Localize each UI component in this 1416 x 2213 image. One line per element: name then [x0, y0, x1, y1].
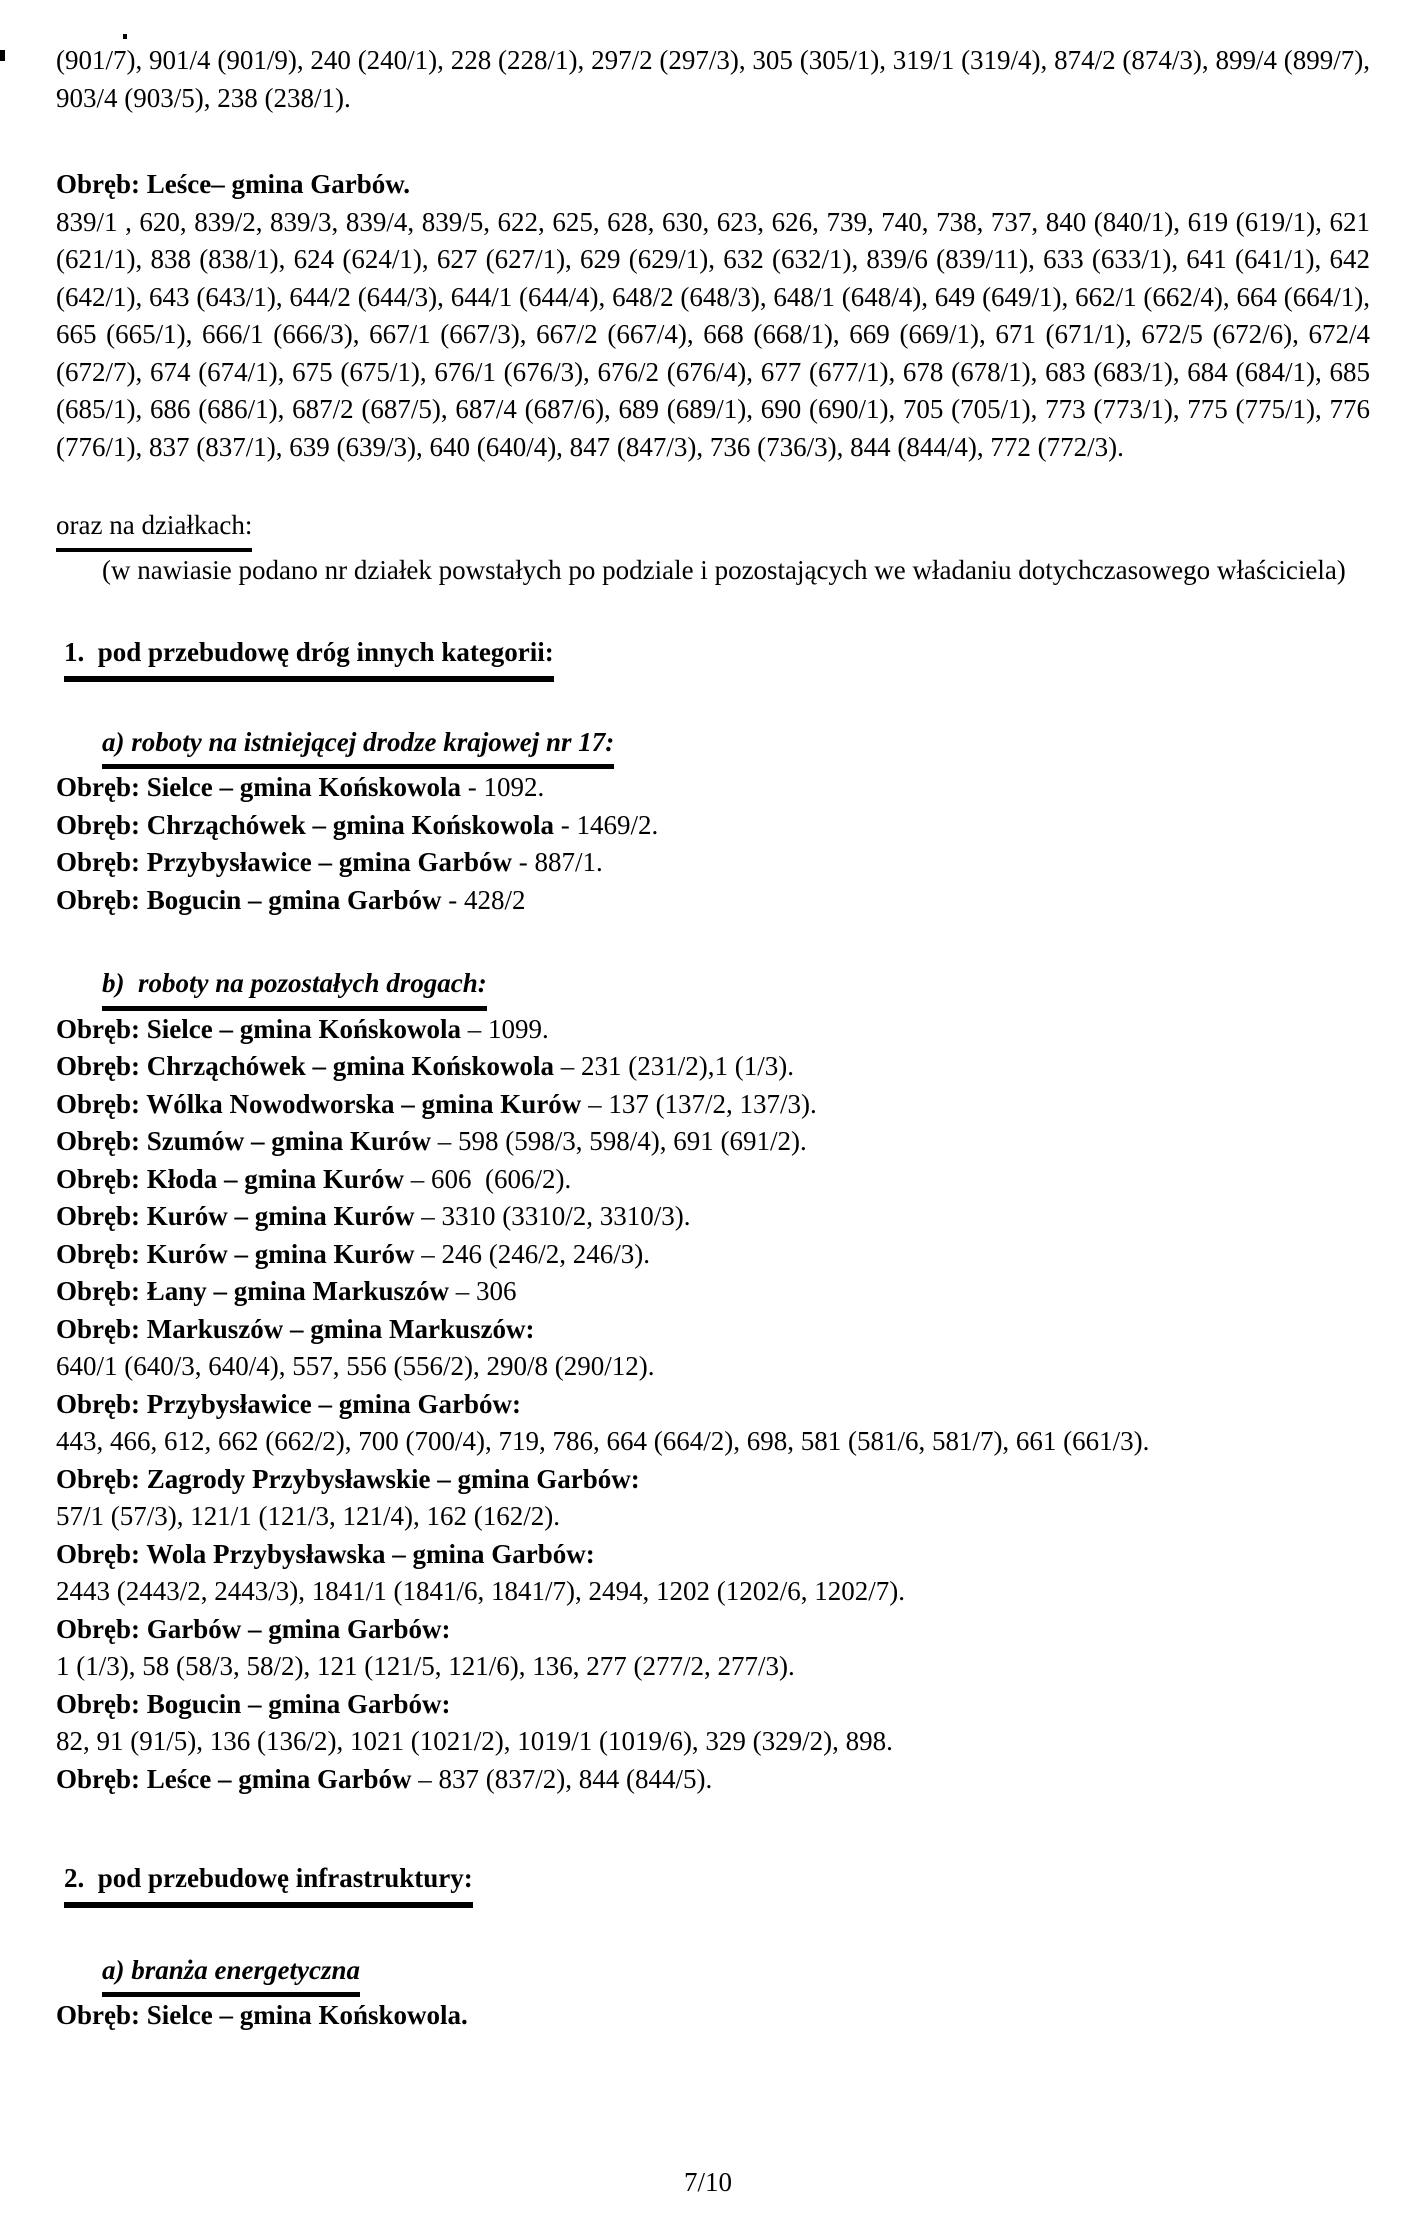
entry-label: Obręb: Kurów – gmina Kurów — [56, 1238, 415, 1269]
subsection-1a-heading — [102, 724, 1370, 770]
entry-value: - 1092. — [461, 772, 545, 802]
entry-value: – 246 (246/2, 246/3). — [414, 1238, 651, 1269]
parcel-line: 640/1 (640/3, 640/4), 557, 556 (556/2), 290/8 (290/12). — [56, 1351, 655, 1381]
entry-label: Obręb: Kłoda – gmina Kurów — [56, 1163, 405, 1194]
parcel-line: 57/1 (57/3), 121/1 (121/3, 121/4), 162 (162/2). — [56, 1501, 560, 1531]
entry-label: Obręb: Przybysławice – gmina Garbów: — [56, 1388, 521, 1419]
entry-label: Obręb: Wola Przybysławska – gmina Garbów: — [56, 1538, 595, 1569]
entry-label: Obręb: Sielce – gmina Końskowola — [56, 1013, 462, 1044]
oraz-heading-text: oraz na działkach: — [56, 507, 252, 552]
entry-value: - 887/1. — [511, 847, 603, 877]
entry-value: – 837 (837/2), 844 (844/5). — [411, 1763, 713, 1794]
entry-value: – 306 — [449, 1276, 517, 1306]
entry-label: Obręb: Sielce – gmina Końskowola. — [56, 2000, 468, 2030]
parcel-entry — [56, 844, 1370, 882]
parcel-entry — [56, 1236, 1370, 1274]
parcel-entry — [56, 1311, 1370, 1349]
entry-label: Obręb: Bogucin – gmina Garbów: — [56, 1688, 451, 1719]
parcel-entry — [56, 1761, 1370, 1799]
entry-label: Obręb: Zagrody Przybysławskie – gmina Garbów: — [56, 1463, 640, 1494]
parcel-entry — [56, 769, 1370, 807]
parcel-entry — [56, 1161, 1370, 1199]
parcel-entry — [56, 1386, 1370, 1424]
entry-value: – 598 (598/3, 598/4), 691 (691/2). — [431, 1126, 807, 1156]
obreb-lesce-heading: Obręb: Leśce– gmina Garbów. — [56, 169, 410, 199]
parcel-line: 443, 466, 612, 662 (662/2), 700 (700/4), 719, 786, 664 (664/2), 698, 581 (581/6, 581/7), 661 (661/3). — [56, 1426, 1150, 1456]
entry-value: – 3310 (3310/2, 3310/3). — [414, 1201, 691, 1231]
parcel-entry — [56, 1461, 1370, 1499]
entry-label: Obręb: Chrząchówek – gmina Końskowola — [56, 809, 555, 840]
entry-value: – 606 (606/2). — [404, 1163, 572, 1194]
entry-label: Obręb: Leśce – gmina Garbów — [56, 1763, 412, 1794]
parcel-entry — [56, 882, 1370, 920]
parcel-entry — [56, 1686, 1370, 1724]
continuation-paragraph: (901/7), 901/4 (901/9), 240 (240/1), 228 (228/1), 297/2 (297/3), 305 (305/1), 319/1 (319/4), 874/2 (874/3), 899/4 (899/7), 903/4 (903/5), 238 (238/1). — [56, 45, 1370, 113]
parcel-entry — [56, 1086, 1370, 1124]
entry-label: Obręb: Szumów – gmina Kurów — [56, 1126, 432, 1156]
parcel-line: 82, 91 (91/5), 136 (136/2), 1021 (1021/2), 1019/1 (1019/6), 329 (329/2), 898. — [56, 1726, 893, 1756]
entry-label: Obręb: Bogucin – gmina Garbów — [56, 884, 442, 915]
parcel-entry — [56, 1048, 1370, 1086]
entry-label: Obręb: Markuszów – gmina Markuszów: — [56, 1313, 535, 1344]
parcel-entry — [56, 1011, 1370, 1049]
subsection-1b-heading — [102, 965, 1370, 1011]
scan-speck — [123, 34, 127, 39]
entry-label: Obręb: Kurów – gmina Kurów — [56, 1201, 415, 1231]
entry-label: Obręb: Przybysławice – gmina Garbów — [56, 847, 512, 877]
entry-label: Obręb: Wólka Nowodworska – gmina Kurów — [56, 1088, 582, 1119]
parcel-line: 2443 (2443/2, 2443/3), 1841/1 (1841/6, 1841/7), 2494, 1202 (1202/6, 1202/7). — [56, 1576, 905, 1606]
subsection-1b-heading-text: b) roboty na pozostałych drogach: — [102, 965, 487, 1011]
parcel-entry — [56, 1198, 1370, 1236]
obreb-lesce-parcels: 839/1 , 620, 839/2, 839/3, 839/4, 839/5, 622, 625, 628, 630, 623, 626, 739, 740, 738, 737, 840 (840/1), 619 (619/1), 621 (621/1), 838 (838/1), 624 (624/1), 627 (627/1), 629 (629/1), 632 (632/1), 839/6 (839/11), 633 (633/1), 641 (641/1), 642 (642/1), 643 (643/1), 644/2 (644/3), 644/1 (644/4), 648/2 (648/3), 648/1 (648/4), 649 (649/1), 662/1 (662/4), 664 (664/1), 665 (665/1), 666/1 (666/3), 667/1 (667/3), 667/2 (667/4), 668 (668/1), 669 (669/1), 671 (671/1), 672/5 (672/6), 672/4 (672/7), 674 (674/1), 675 (675/1), 676/1 (676/3), 676/2 (676/4), 677 (677/1), 678 (678/1), 683 (683/1), 684 (684/1), 685 (685/1), 686 (686/1), 687/2 (687/5), 687/4 (687/6), 689 (689/1), 690 (690/1), 705 (705/1), 773 (773/1), 775 (775/1), 776 (776/1), 837 (837/1), 639 (639/3), 640 (640/4), 847 (847/3), 736 (736/3), 844 (844/4), 772 (772/3). — [56, 206, 1370, 462]
note-paragraph: (w nawiasie podano nr działek powstałych po podziale i pozostających we władaniu dotychczasowego właściciela) — [102, 554, 1346, 585]
section-2-heading-text: 2. pod przebudowę infrastruktury: — [64, 1860, 473, 1908]
subsection-1a-heading-text: a) roboty na istniejącej drodze krajowej nr 17: — [102, 724, 614, 770]
parcel-entry — [56, 1611, 1370, 1649]
subsection-2a-heading-text: a) branża energetyczna — [102, 1952, 360, 1998]
parcel-entry — [56, 1123, 1370, 1161]
section-1-heading — [64, 634, 1370, 682]
parcel-entry — [56, 807, 1370, 845]
entry-value: – 231 (231/2),1 (1/3). — [554, 1051, 794, 1081]
oraz-na-dzialkach-heading — [56, 507, 1370, 552]
parcel-entry — [56, 1997, 1370, 2035]
entry-label: Obręb: Chrząchówek – gmina Końskowola — [56, 1051, 555, 1081]
entry-label: Obręb: Sielce – gmina Końskowola — [56, 772, 462, 802]
parcel-line: 1 (1/3), 58 (58/3, 58/2), 121 (121/5, 121/6), 136, 277 (277/2, 277/3). — [56, 1651, 795, 1681]
subsection-2a-heading — [102, 1952, 1370, 1998]
entry-value: - 1469/2. — [554, 809, 659, 840]
parcel-entry — [56, 1536, 1370, 1574]
scan-speck — [0, 50, 5, 61]
entry-label: Obręb: Łany – gmina Markuszów — [56, 1276, 450, 1306]
entry-value: – 1099. — [461, 1013, 549, 1044]
entry-value: - 428/2 — [441, 884, 526, 915]
entry-value: – 137 (137/2, 137/3). — [581, 1088, 817, 1119]
section-2-heading — [64, 1860, 1370, 1908]
parcel-entry — [56, 1273, 1370, 1311]
entry-label: Obręb: Garbów – gmina Garbów: — [56, 1613, 451, 1644]
section-1-heading-text: 1. pod przebudowę dróg innych kategorii: — [64, 634, 554, 682]
page-number: 7/10 — [683, 2167, 732, 2197]
